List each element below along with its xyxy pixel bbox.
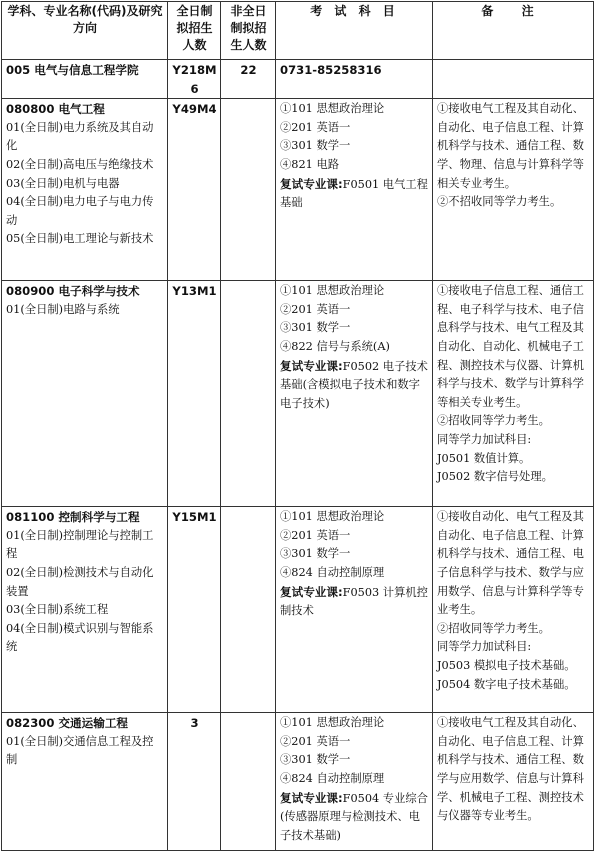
exam-item: ②201 英语一: [280, 528, 351, 542]
table-row: [2, 713, 594, 851]
note-item: J0503 模拟电子技术基础。: [437, 658, 576, 672]
exam-item: ③301 数学一: [280, 139, 351, 153]
school-notes: [433, 60, 594, 99]
major-quota: Y49M4: [168, 99, 221, 281]
direction-item: 01(全日制)电路与系统: [6, 302, 120, 316]
direction-item: 01(全日制)电力系统及其自动化: [6, 120, 154, 153]
retest-subject: F0503 计算机控制技术: [280, 585, 428, 618]
exam-item: ④824 自动控制原理: [280, 565, 385, 579]
major-title: 082300 交通运输工程: [6, 716, 129, 731]
retest-label: 复试专业课:: [280, 584, 343, 599]
direction-item: 01(全日制)交通信息工程及控制: [6, 734, 154, 767]
major-cell: [2, 507, 168, 713]
exam-item: ①101 思想政治理论: [280, 510, 385, 524]
header-row: [2, 2, 594, 60]
exam-item: ②201 英语一: [280, 302, 351, 316]
major-title: 080900 电子科学与技术: [6, 284, 140, 299]
direction-item: 01(全日制)控制理论与控制工程: [6, 528, 154, 561]
retest-label: 复试专业课:: [280, 176, 343, 191]
school-phone: 0731-85258316: [276, 60, 433, 99]
note-item: ②招收同等学力考生。: [437, 621, 550, 635]
direction-item: 03(全日制)电机与电器: [6, 176, 120, 190]
direction-item: 02(全日制)检测技术与自动化装置: [6, 565, 154, 598]
major-parttime: [221, 713, 276, 851]
exam-item: ②201 英语一: [280, 734, 351, 748]
school-name: 005 电气与信息工程学院: [2, 60, 168, 99]
retest-label: 复试专业课:: [280, 790, 343, 805]
note-item: 同等学力加试科目:: [437, 432, 532, 446]
major-cell: [2, 281, 168, 507]
major-quota: 3: [168, 713, 221, 851]
header-major: 学科、专业名称(代码)及研究方向: [2, 2, 168, 60]
note-item: J0502 数字信号处理。: [437, 470, 553, 484]
major-title: 081100 控制科学与工程: [6, 510, 140, 525]
note-item: ①接收自动化、电气工程及其自动化、电子信息工程、计算机科学与技术、通信工程、电子信息科学与技术、数学与应用数学、信息与计算科学等专业考生。: [437, 510, 584, 617]
major-quota: Y13M1: [168, 281, 221, 507]
note-item: ②不招收同等学力考生。: [437, 195, 562, 209]
note-item: 同等学力加试科目:: [437, 640, 532, 654]
retest-subject: F0501 电气工程基础: [280, 177, 428, 210]
major-title: 080800 电气工程: [6, 102, 105, 117]
table-row: [2, 99, 594, 281]
header-parttime-quota: 非全日制拟招生人数: [221, 2, 276, 60]
retest-subject: F0502 电子技术基础(含模拟电子技术和数字电子技术): [280, 359, 428, 410]
note-item: J0501 数值计算。: [437, 451, 531, 465]
school-parttime: 22: [221, 60, 276, 99]
note-item: ①接收电气工程及其自动化、自动化、电子信息工程、计算机科学与技术、通信工程、数学与应用数学、信息与计算科学、机械电子工程、测控技术与仪器等专业考生。: [437, 716, 584, 823]
major-parttime: [221, 507, 276, 713]
major-parttime: [221, 281, 276, 507]
exam-item: ①101 思想政治理论: [280, 102, 385, 116]
enrollment-table: [1, 1, 594, 851]
notes-cell: [433, 713, 594, 851]
exam-cell: [276, 713, 433, 851]
exam-item: ④824 自动控制原理: [280, 771, 385, 785]
header-exam-subjects: 考 试 科 目: [276, 2, 433, 60]
major-cell: [2, 713, 168, 851]
direction-item: 04(全日制)电力电子与电力传动: [6, 195, 154, 227]
exam-cell: [276, 507, 433, 713]
header-fulltime-quota: 全日制拟招生人数: [168, 2, 221, 60]
school-row: [2, 60, 594, 99]
direction-item: 04(全日制)模式识别与智能系统: [6, 621, 154, 654]
exam-item: ②201 英语一: [280, 120, 351, 134]
major-quota: Y15M1: [168, 507, 221, 713]
direction-item: 03(全日制)系统工程: [6, 603, 109, 617]
school-quota: Y218M6: [168, 60, 221, 99]
note-item: J0504 数字电子技术基础。: [437, 677, 576, 691]
retest-subject: F0504 专业综合(传感器原理与检测技术、电子技术基础): [280, 791, 428, 842]
exam-item: ③301 数学一: [280, 321, 351, 335]
header-notes: 备 注: [433, 2, 594, 60]
exam-item: ①101 思想政治理论: [280, 284, 385, 298]
exam-item: ①101 思想政治理论: [280, 716, 385, 730]
exam-cell: [276, 99, 433, 281]
notes-cell: [433, 281, 594, 507]
note-item: ①接收电子信息工程、通信工程、电子科学与技术、电子信息科学与技术、电气工程及其自动化、自动化、机械电子工程、测控技术与仪器、计算机科学与技术、数学与计算科学等相关专业考生。: [437, 284, 584, 409]
table-row: [2, 281, 594, 507]
exam-item: ④822 信号与系统(A): [280, 339, 390, 353]
direction-item: 02(全日制)高电压与绝缘技术: [6, 157, 154, 171]
table-row: [2, 507, 594, 713]
major-cell: [2, 99, 168, 281]
exam-item: ③301 数学一: [280, 753, 351, 767]
notes-cell: [433, 99, 594, 281]
note-item: ①接收电气工程及其自动化、自动化、电子信息工程、计算机科学与技术、通信工程、数学、物理、信息与计算科学等相关专业考生。: [437, 102, 584, 190]
direction-item: 05(全日制)电工理论与新技术: [6, 232, 154, 246]
major-parttime: [221, 99, 276, 281]
note-item: ②招收同等学力考生。: [437, 414, 550, 428]
exam-cell: [276, 281, 433, 507]
exam-item: ③301 数学一: [280, 547, 351, 561]
notes-cell: [433, 507, 594, 713]
retest-label: 复试专业课:: [280, 358, 343, 373]
exam-item: ④821 电路: [280, 157, 340, 171]
